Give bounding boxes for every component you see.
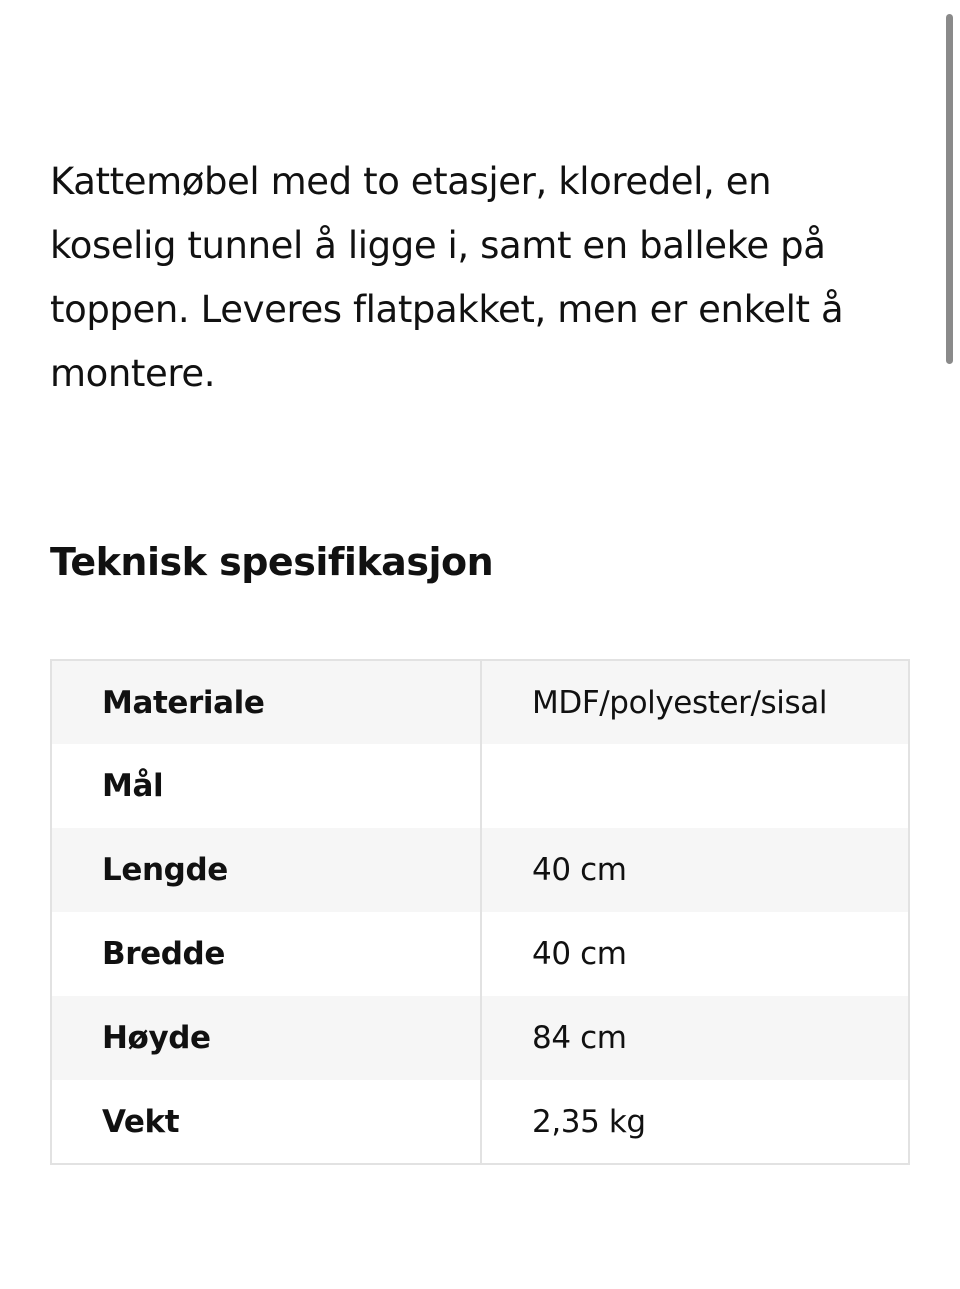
spec-label: Vekt	[51, 1080, 481, 1164]
spec-table	[50, 659, 910, 1165]
spec-label: Lengde	[51, 828, 481, 912]
spec-value: 2,35 kg	[481, 1080, 909, 1164]
spec-label: Høyde	[51, 996, 481, 1080]
product-description: Kattemøbel med to etasjer, kloredel, en koselig tunnel å ligge i, samt en balleke på toppen. Leveres flatpakket, men er enkelt å montere.	[50, 160, 844, 395]
spec-value	[481, 744, 909, 828]
table-row	[51, 660, 909, 744]
table-row	[51, 1080, 909, 1164]
spec-value: 84 cm	[481, 996, 909, 1080]
spec-label: Bredde	[51, 912, 481, 996]
spec-value: MDF/polyester/sisal	[481, 660, 909, 744]
spec-value: 40 cm	[481, 828, 909, 912]
scrollbar[interactable]	[946, 14, 954, 364]
spec-label: Materiale	[51, 660, 481, 744]
table-row	[51, 828, 909, 912]
spec-heading: Teknisk spesifikasjon	[50, 540, 494, 584]
table-row	[51, 744, 909, 828]
table-row	[51, 996, 909, 1080]
spec-label: Mål	[51, 744, 481, 828]
scrollbar-thumb[interactable]	[946, 14, 953, 364]
spec-value: 40 cm	[481, 912, 909, 996]
table-row	[51, 912, 909, 996]
